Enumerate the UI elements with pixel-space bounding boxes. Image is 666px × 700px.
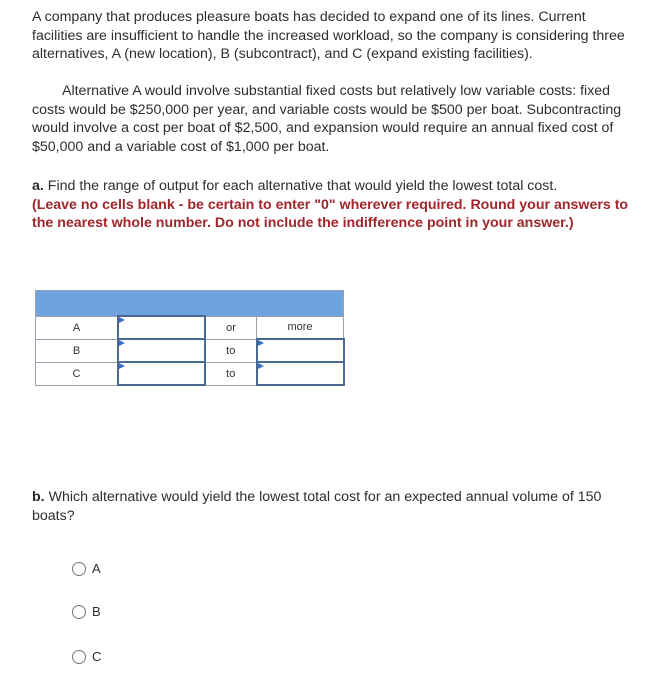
connector: to	[205, 362, 257, 385]
c-to-field[interactable]	[258, 363, 347, 384]
connector: to	[205, 339, 257, 362]
part-a-label: a.	[32, 178, 44, 194]
b-to-input[interactable]	[257, 339, 344, 362]
connector: or	[205, 316, 257, 339]
radio-circle-icon[interactable]	[72, 605, 86, 619]
details-text: Alternative A would involve substantial fixed costs but relatively low variable costs: fixed costs would be $250,000 per year, and variable costs would be $500 per boat. Subcontracting would involve a cost per boat of $2,500, and expansion would require an annual fixed cost of $50,000 and a variable cost of $1,000 per boat.	[32, 83, 622, 155]
alt-label: A	[36, 316, 119, 339]
b-from-input[interactable]	[118, 339, 205, 362]
alt-label: C	[36, 362, 119, 385]
answer-table	[35, 290, 345, 386]
a-from-input[interactable]	[118, 316, 205, 339]
table-header	[36, 291, 344, 317]
part-b-label: b.	[32, 489, 45, 505]
option-label: B	[92, 604, 101, 619]
c-to-input[interactable]	[257, 362, 344, 385]
radio-circle-icon[interactable]	[72, 650, 86, 664]
intro-text: A company that produces pleasure boats has decided to expand one of its lines. Current facilities are insufficient to handle the increased workload, so the company is considering three alternatives, A (new location), B (subcontract), and C (expand existing facilities).	[32, 9, 625, 63]
option-label: A	[92, 561, 101, 576]
part-b-text: Which alternative would yield the lowest total cost for an expected annual volume of 150 boats?	[32, 489, 602, 524]
part-a-instruction: (Leave no cells blank - be certain to enter "0" wherever required. Round your answers to the nearest whole number. Do not include the indifference point in your answer.)	[32, 196, 629, 232]
alt-label: B	[36, 339, 119, 362]
option-b[interactable]	[72, 604, 101, 619]
option-label: C	[92, 649, 102, 664]
option-a[interactable]	[72, 561, 101, 576]
b-to-field[interactable]	[258, 340, 347, 361]
part-b-question	[32, 488, 632, 525]
a-from-field[interactable]	[119, 317, 208, 338]
option-c[interactable]	[72, 649, 101, 664]
table-row-a	[36, 316, 344, 339]
table-row-c	[36, 362, 344, 385]
end-label: more	[257, 316, 344, 339]
table-row-b	[36, 339, 344, 362]
c-from-field[interactable]	[119, 363, 208, 384]
b-from-field[interactable]	[119, 340, 208, 361]
part-a-text: Find the range of output for each alternative that would yield the lowest total cost.	[47, 178, 558, 194]
c-from-input[interactable]	[118, 362, 205, 385]
radio-circle-icon[interactable]	[72, 562, 86, 576]
part-a-question	[32, 177, 632, 233]
